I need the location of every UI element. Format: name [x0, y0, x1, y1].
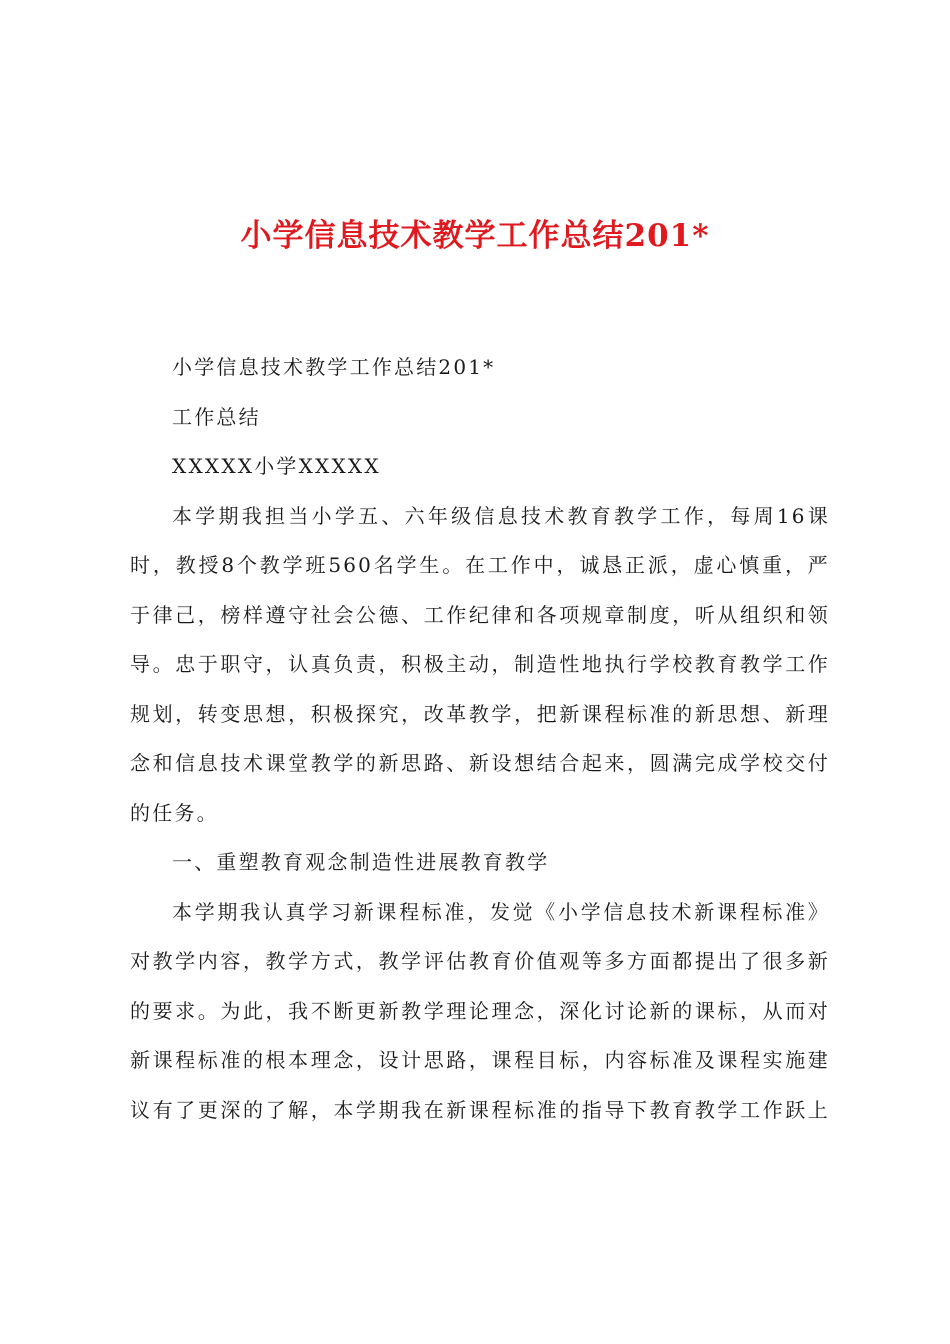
- author-line: XXXXX小学XXXXX: [172, 454, 381, 478]
- document-body: [130, 343, 830, 1135]
- paragraph-line: 新课程标准的根本理念，设计思路，课程目标，内容标准及课程实施建: [130, 1048, 830, 1072]
- paragraph-line: 本学期我认真学习新课程标准，发觉《小学信息技术新课程标准》: [172, 899, 830, 924]
- paragraph-section1: [130, 888, 830, 1136]
- paragraph-line: 于律己，榜样遵守社会公德、工作纪律和各项规章制度，听从组织和领: [130, 602, 830, 627]
- paragraph-line: 念和信息技术课堂教学的新思路、新设想结合起来，圆满完成学校交付: [130, 751, 830, 775]
- paragraph-line: 规划，转变思想，积极探究，改革教学，把新课程标准的新思想、新理: [130, 701, 830, 726]
- paragraph-line: 的任务。: [130, 800, 219, 825]
- paragraph-line: 议有了更深的了解，本学期我在新课程标准的指导下教育教学工作跃上: [130, 1097, 830, 1122]
- section-heading: 一、重塑教育观念制造性进展教育教学: [172, 850, 550, 874]
- document-title: 小学信息技术教学工作总结201*: [240, 218, 710, 254]
- paragraph-line: 对教学内容，教学方式，教学评估教育价值观等多方面都提出了很多新: [130, 949, 830, 973]
- paragraph-line: 导。忠于职守，认真负责，积极主动，制造性地执行学校教育教学工作: [130, 652, 830, 676]
- paragraph-line: 的要求。为此，我不断更新教学理论理念，深化讨论新的课标，从而对: [130, 998, 830, 1023]
- paragraph-line: 本学期我担当小学五、六年级信息技术教育教学工作，每周16课: [172, 503, 830, 528]
- paragraph-line: 时，教授8个教学班560名学生。在工作中，诚恳正派，虚心慎重，严: [130, 553, 830, 577]
- paragraph-intro: [130, 492, 830, 839]
- subtitle-line: 小学信息技术教学工作总结201*: [172, 355, 496, 379]
- category-line: 工作总结: [172, 404, 261, 429]
